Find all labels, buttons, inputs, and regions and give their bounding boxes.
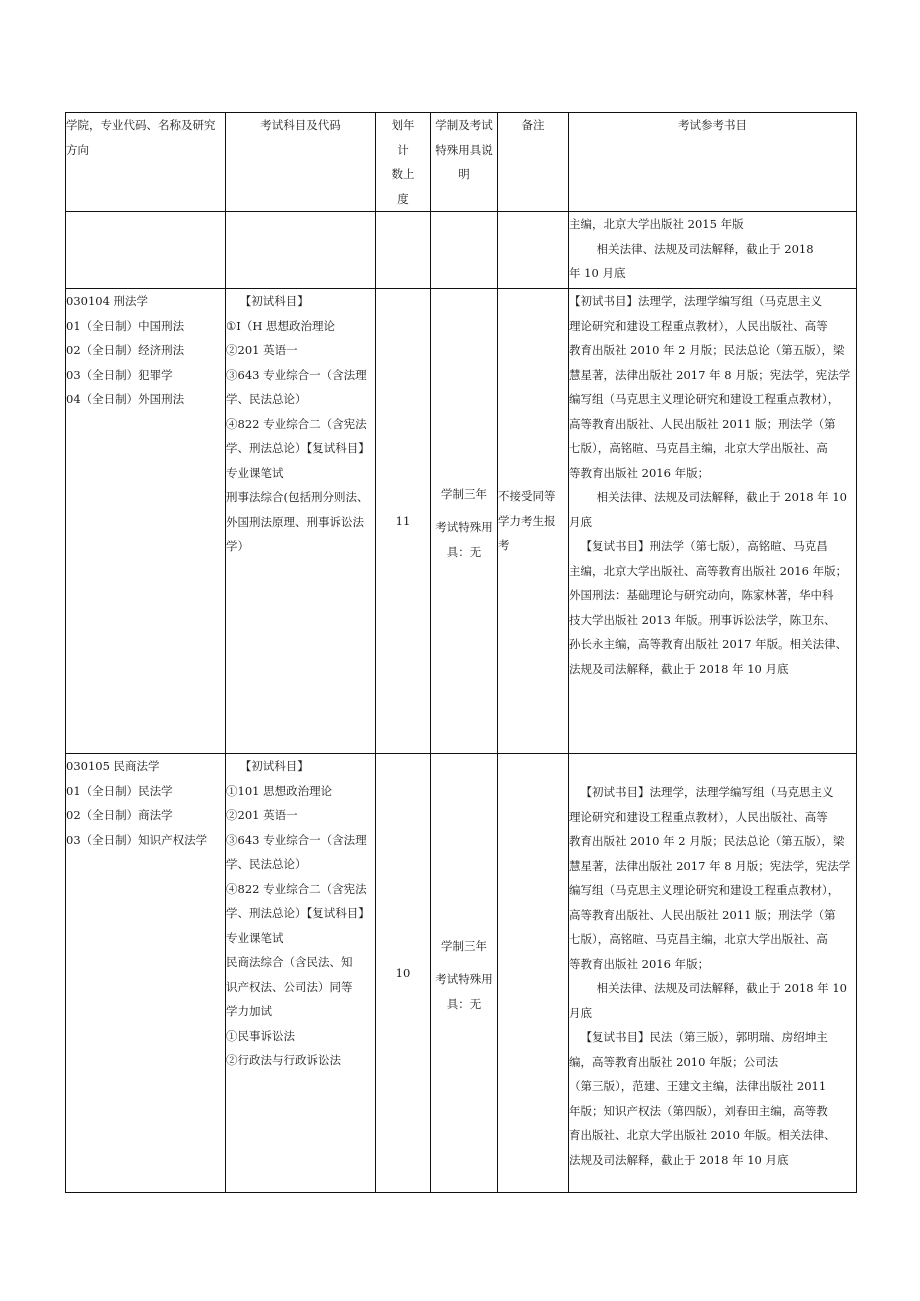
program-system bbox=[431, 289, 498, 754]
program-row-030104 bbox=[66, 289, 857, 754]
program-remark bbox=[498, 754, 569, 1193]
subject-line: ④822 专业综合二（含宪法 bbox=[226, 416, 367, 431]
book-line: 法规及司法解释，截止于 2018 年 10 月底 bbox=[569, 1152, 789, 1167]
college-line: 01（全日制）中国刑法 bbox=[66, 318, 185, 333]
subject-line: 专业课笔试 bbox=[226, 930, 284, 945]
book-line: 教育出版社 2010 年 2 月版；民法总论（第五版），梁 bbox=[569, 343, 845, 357]
program-system bbox=[431, 754, 498, 1193]
subject-line: 专业课笔试 bbox=[226, 465, 284, 480]
program-subjects bbox=[226, 289, 376, 754]
book-line: 慧星著，法律出版社 2017 年 8 月版；宪法学，宪法学 bbox=[569, 858, 851, 873]
header-subjects: 考试科目及代码 bbox=[226, 113, 376, 212]
system-line: 具：无 bbox=[446, 996, 482, 1011]
cont-college bbox=[66, 212, 226, 289]
cont-system bbox=[431, 212, 498, 289]
system-line: 考试特殊用 bbox=[435, 972, 493, 987]
program-subjects bbox=[226, 754, 376, 1193]
subject-line: 外国刑法原理、刑事诉讼法 bbox=[226, 514, 364, 529]
header-quota bbox=[376, 113, 431, 212]
cont-books bbox=[569, 212, 857, 289]
program-books bbox=[569, 754, 857, 1193]
header-row bbox=[66, 113, 857, 212]
subject-line: 学、民法总论） bbox=[226, 392, 307, 406]
book-line: 高等教育出版社、人民出版社 2011 版；刑法学（第 bbox=[569, 907, 836, 922]
remark-line: 不接受同等 bbox=[498, 489, 556, 504]
book-line: 等教育出版社 2016 年版； bbox=[569, 956, 710, 971]
book-line: 孙长永主编，高等教育出版社 2017 年版。相关法律、 bbox=[569, 637, 848, 651]
book-line: 编写组（马克思主义理论研究和建设工程重点教材）， bbox=[569, 883, 840, 897]
book-line: 【复试书目】民法（第三版），郭明瑞、房绍坤主 bbox=[580, 1030, 828, 1044]
book-line: 年 10 月底 bbox=[569, 266, 626, 280]
system-line: 学制三年 bbox=[441, 938, 487, 953]
subject-line: ①101 思想政治理论 bbox=[226, 783, 333, 798]
subject-line: ③643 专业综合一（含法理 bbox=[226, 367, 367, 382]
book-line: 七版），高铭暄、马克昌主编，北京大学出版社、高 bbox=[569, 932, 828, 946]
college-line: 04（全日制）外国刑法 bbox=[66, 392, 185, 406]
book-line: 高等教育出版社、人民出版社 2011 版；刑法学（第 bbox=[569, 416, 836, 431]
book-line: 理论研究和建设工程重点教材），人民出版社、高等 bbox=[569, 809, 828, 824]
college-line: 01（全日制）民法学 bbox=[66, 783, 173, 798]
subject-line: ③643 专业综合一（含法理 bbox=[226, 832, 367, 847]
subject-line: 学） bbox=[226, 539, 249, 553]
header-quota-line: 划年 bbox=[391, 118, 415, 132]
program-college bbox=[66, 289, 226, 754]
book-line: 教育出版社 2010 年 2 月版；民法总论（第五版），梁 bbox=[569, 834, 845, 848]
program-college bbox=[66, 754, 226, 1193]
cont-remark bbox=[498, 212, 569, 289]
college-line: 030104 刑法学 bbox=[66, 294, 149, 308]
header-books: 考试参考书目 bbox=[569, 113, 857, 212]
book-line: 月底 bbox=[569, 514, 592, 529]
book-line: 编，高等教育出版社 2010 年版；公司法 bbox=[569, 1054, 779, 1069]
book-line: 编写组（马克思主义理论研究和建设工程重点教材）， bbox=[569, 392, 840, 406]
continuation-row bbox=[66, 212, 857, 289]
book-line: 等教育出版社 2016 年版； bbox=[569, 465, 710, 480]
college-line: 02（全日制）经济刑法 bbox=[66, 343, 185, 357]
subject-line: ①民事诉讼法 bbox=[226, 1028, 295, 1043]
book-line: 【初试书目】法理学，法理学编写组（马克思主义 bbox=[580, 785, 834, 799]
book-line: 技大学出版社 2013 年版。刑事诉讼法学，陈卫东、 bbox=[569, 612, 836, 627]
program-quota: 11 bbox=[376, 289, 431, 754]
header-quota-line: 度 bbox=[397, 191, 409, 206]
subject-line: ①I（H 思想政治理论 bbox=[226, 318, 336, 333]
subject-line: 民商法综合（含民法、知 bbox=[226, 955, 353, 969]
book-line: 理论研究和建设工程重点教材），人民出版社、高等 bbox=[569, 318, 828, 333]
header-system: 学制及考试特殊用具说明 bbox=[431, 113, 498, 212]
subject-line: ②201 英语一 bbox=[226, 808, 298, 822]
cont-subjects bbox=[226, 212, 376, 289]
subject-line: ②行政法与行政诉讼法 bbox=[226, 1053, 341, 1067]
book-line: 相关法律、法规及司法解释，截止于 2018 年 10 bbox=[596, 490, 847, 504]
subject-line: 学、刑法总论）【复试科目】 bbox=[226, 906, 370, 920]
book-line: 慧星著，法律出版社 2017 年 8 月版；宪法学，宪法学 bbox=[569, 367, 851, 382]
system-line: 学制三年 bbox=[441, 486, 487, 501]
header-quota-line: 计 bbox=[397, 142, 409, 157]
remark-line: 学力考生报 bbox=[498, 513, 556, 528]
header-quota-line: 数上 bbox=[391, 167, 415, 181]
header-college: 学院，专业代码、名称及研究方向 bbox=[66, 113, 226, 212]
subject-line: 学、民法总论） bbox=[226, 857, 307, 871]
college-line: 03（全日制）知识产权法学 bbox=[66, 832, 208, 847]
college-line: 030105 民商法学 bbox=[66, 759, 160, 773]
system-line: 具：无 bbox=[446, 544, 482, 559]
book-line: 相关法律、法规及司法解释，截止于 2018 年 10 bbox=[596, 981, 847, 995]
book-line: 【初试书目】法理学，法理学编写组（马克思主义 bbox=[569, 294, 822, 308]
subject-line: 【初试科目】 bbox=[239, 294, 309, 308]
program-books bbox=[569, 289, 857, 754]
remark-line: 考 bbox=[498, 538, 510, 553]
book-line: 外国刑法：基础理论与研究动向，陈家林著，华中科 bbox=[569, 588, 834, 602]
book-line: 相关法律、法规及司法解释，截止于 2018 bbox=[596, 241, 814, 256]
program-quota: 10 bbox=[376, 754, 431, 1193]
subject-line: 刑事法综合(包括刑分则法、 bbox=[226, 490, 369, 504]
book-line: 育出版社、北京大学出版社 2010 年版。相关法律、 bbox=[569, 1128, 836, 1142]
subject-line: 学、刑法总论）【复试科目】 bbox=[226, 441, 370, 455]
book-line: 主编，北京大学出版社 2015 年版 bbox=[569, 217, 744, 231]
book-line: 七版），高铭暄、马克昌主编，北京大学出版社、高 bbox=[569, 441, 828, 455]
subject-line: ④822 专业综合二（含宪法 bbox=[226, 881, 367, 896]
header-remark: 备注 bbox=[498, 113, 569, 212]
subject-line: 识产权法、公司法）同等 bbox=[226, 979, 353, 994]
college-line: 02（全日制）商法学 bbox=[66, 808, 173, 822]
system-line: 考试特殊用 bbox=[435, 520, 493, 535]
subject-line: 学力加试 bbox=[226, 1004, 272, 1018]
program-row-030105 bbox=[66, 754, 857, 1193]
book-line: 法规及司法解释，截止于 2018 年 10 月底 bbox=[569, 661, 789, 676]
subject-line: ②201 英语一 bbox=[226, 343, 298, 357]
program-remark bbox=[498, 289, 569, 754]
book-line: 【复试书目】刑法学（第七版），高铭暄、马克昌 bbox=[580, 539, 828, 553]
subject-line: 【初试科目】 bbox=[239, 759, 309, 773]
book-line: 月底 bbox=[569, 1005, 592, 1020]
book-line: 年版；知识产权法（第四版），刘春田主编，高等教 bbox=[569, 1103, 828, 1118]
book-line: （第三版），范建、王建文主编，法律出版社 2011 bbox=[569, 1079, 827, 1093]
book-line: 主编，北京大学出版社、高等教育出版社 2016 年版； bbox=[569, 563, 848, 578]
admission-table bbox=[65, 112, 857, 1193]
college-line: 03（全日制）犯罪学 bbox=[66, 367, 173, 382]
cont-quota bbox=[376, 212, 431, 289]
